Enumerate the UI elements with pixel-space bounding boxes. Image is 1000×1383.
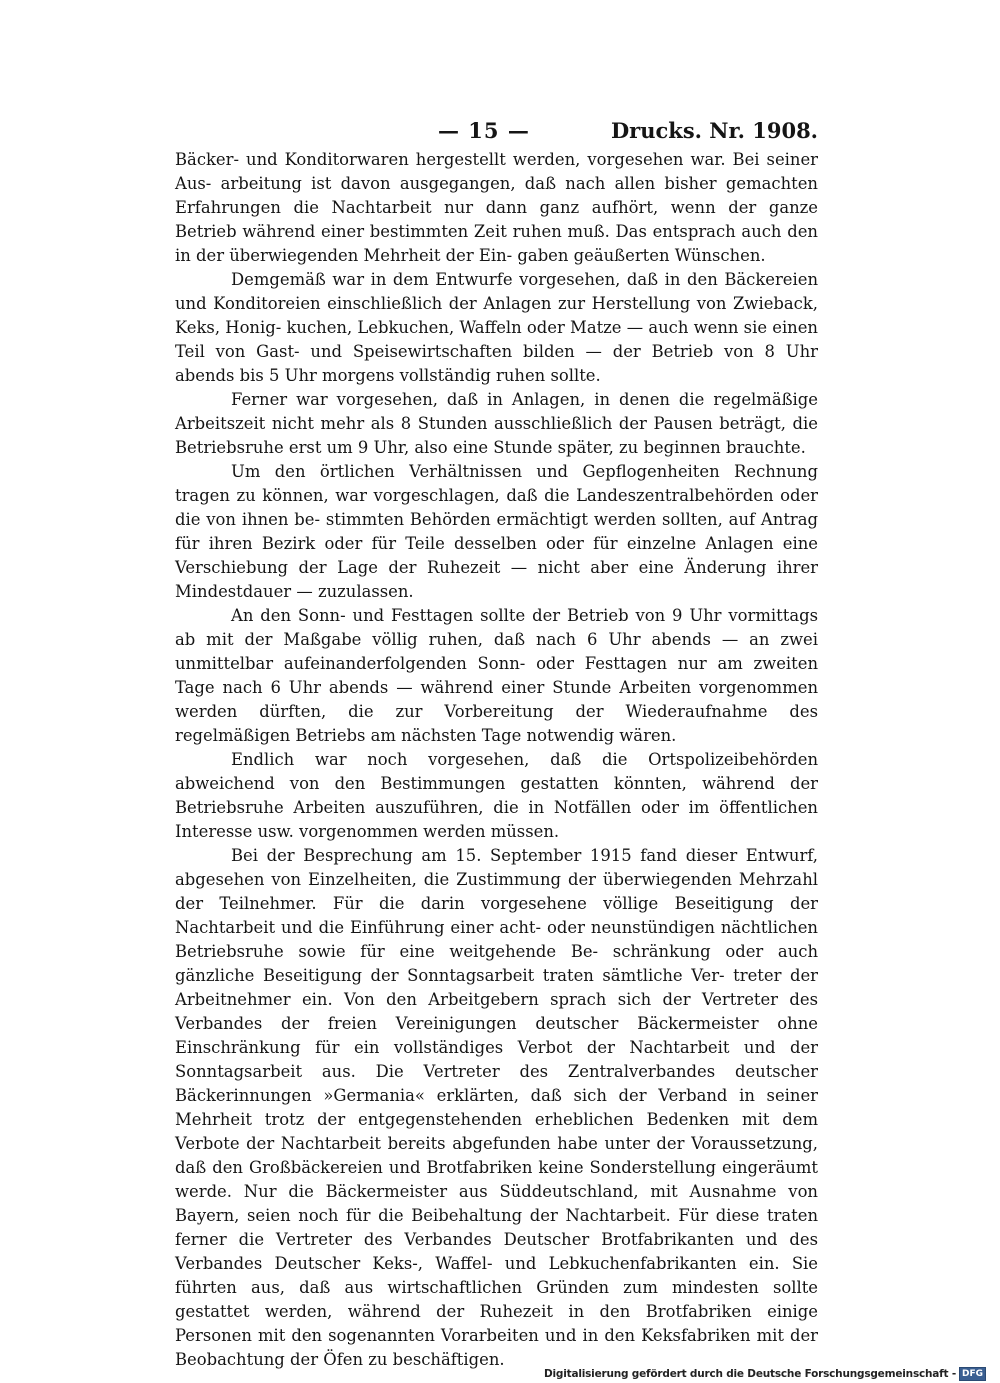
paragraph: Ferner war vorgesehen, daß in Anlagen, in denen die regelmäßige Arbeitszeit nicht mehr als 8 Stunden ausschließlich der Pausen beträgt, die Betriebsruhe erst um 9 Uhr, also eine Stunde später, zu beginnen brauchte. bbox=[175, 390, 818, 457]
document-reference: Drucks. Nr. 1908. bbox=[610, 118, 818, 143]
digitization-footer bbox=[544, 1367, 986, 1381]
body-text bbox=[175, 148, 818, 1372]
paragraph: Bei der Besprechung am 15. September 1915 fand dieser Entwurf, abgesehen von Einzelheiten, die Zustimmung der überwiegenden Mehrzahl der Teilnehmer. Für die darin vorgesehene völlige Beseitigung der Nachtarbeit und die Einführung einer acht- oder neunstündigen nächtlichen Betriebsruhe sowie für eine weitgehende Be- schränkung oder auch gänzliche Beseitigung der Sonntagsarbeit traten sämtliche Ver- treter der Arbeitnehmer ein. Von den Arbeitgebern sprach sich der Vertreter des Verbandes der freien Vereinigungen deutscher Bäckermeister ohne Einschränkung für ein vollständiges Verbot der Nachtarbeit und der Sonntagsarbeit aus. Die Vertreter des Zentralverbandes deutscher Bäckerinnungen »Germania« erklärten, daß sich der Verband in seiner Mehrheit trotz der entgegenstehenden erheblichen Bedenken mit dem Verbote der Nachtarbeit bereits abgefunden habe unter der Voraussetzung, daß den Großbäckereien und Brotfabriken keine Sonderstellung eingeräumt werde. Nur die Bäckermeister aus Süddeutschland, mit Ausnahme von Bayern, seien noch für die Beibehaltung der Nachtarbeit. Für diese traten ferner die Vertreter des Verbandes Deutscher Brotfabrikanten und des Verbandes Deutscher Keks-, Waffel- und Lebkuchenfabrikanten ein. Sie führten aus, daß aus wirtschaftlichen Gründen zum mindesten sollte gestattet werden, während der Ruhezeit in den Brotfabriken einige Personen mit den sogenannten Vorarbeiten und in den Keksfabriken mit der Beobachtung der Öfen zu beschäftigen. bbox=[175, 846, 818, 1369]
paragraph: Um den örtlichen Verhältnissen und Gepflogenheiten Rechnung tragen zu können, war vorgeschlagen, daß die Landeszentralbehörden oder die von ihnen be- stimmten Behörden ermächtigt werden sollten, auf Antrag für ihren Bezirk oder für Teile desselben oder für einzelne Anlagen eine Verschiebung der Lage der Ruhezeit — nicht aber eine Änderung ihrer Mindestdauer — zuzulassen. bbox=[175, 462, 818, 601]
dfg-logo: DFG bbox=[959, 1367, 986, 1381]
paragraph: Endlich war noch vorgesehen, daß die Ortspolizeibehörden abweichend von den Bestimmungen gestatten könnten, während der Betriebsruhe Arbeiten auszuführen, die in Notfällen oder im öffentlichen Interesse usw. vorgenommen werden müssen. bbox=[175, 750, 818, 841]
paragraph: An den Sonn- und Festtagen sollte der Betrieb von 9 Uhr vormittags ab mit der Maßgabe völlig ruhen, daß nach 6 Uhr abends — an zwei unmittelbar aufeinanderfolgenden Sonn- oder Festtagen nur am zweiten Tage nach 6 Uhr abends — während einer Stunde Arbeiten vorgenommen werden dürften, die zur Vorbereitung der Wiederaufnahme des regelmäßigen Betriebs am nächsten Tage notwendig wären. bbox=[175, 606, 818, 745]
paragraph: Demgemäß war in dem Entwurfe vorgesehen, daß in den Bäckereien und Konditoreien einschließlich der Anlagen zur Herstellung von Zwieback, Keks, Honig- kuchen, Lebkuchen, Waffeln oder Matze — auch wenn sie einen Teil von Gast- und Speisewirtschaften bilden — der Betrieb von 8 Uhr abends bis 5 Uhr morgens vollständig ruhen sollte. bbox=[175, 270, 818, 385]
page-number: — 15 — bbox=[438, 118, 530, 143]
page-header bbox=[0, 118, 1000, 144]
paragraph: Bäcker- und Konditorwaren hergestellt werden, vorgesehen war. Bei seiner Aus- arbeitung ist davon ausgegangen, daß nach allen bisher gemachten Erfahrungen die Nachtarbeit nur dann ganz aufhört, wenn der ganze Betrieb während einer bestimmten Zeit ruhen muß. Das entsprach auch den in der überwiegenden Mehrheit der Ein- gaben geäußerten Wünschen. bbox=[175, 150, 818, 265]
funding-note: Digitalisierung gefördert durch die Deutsche Forschungsgemeinschaft - bbox=[544, 1368, 956, 1380]
